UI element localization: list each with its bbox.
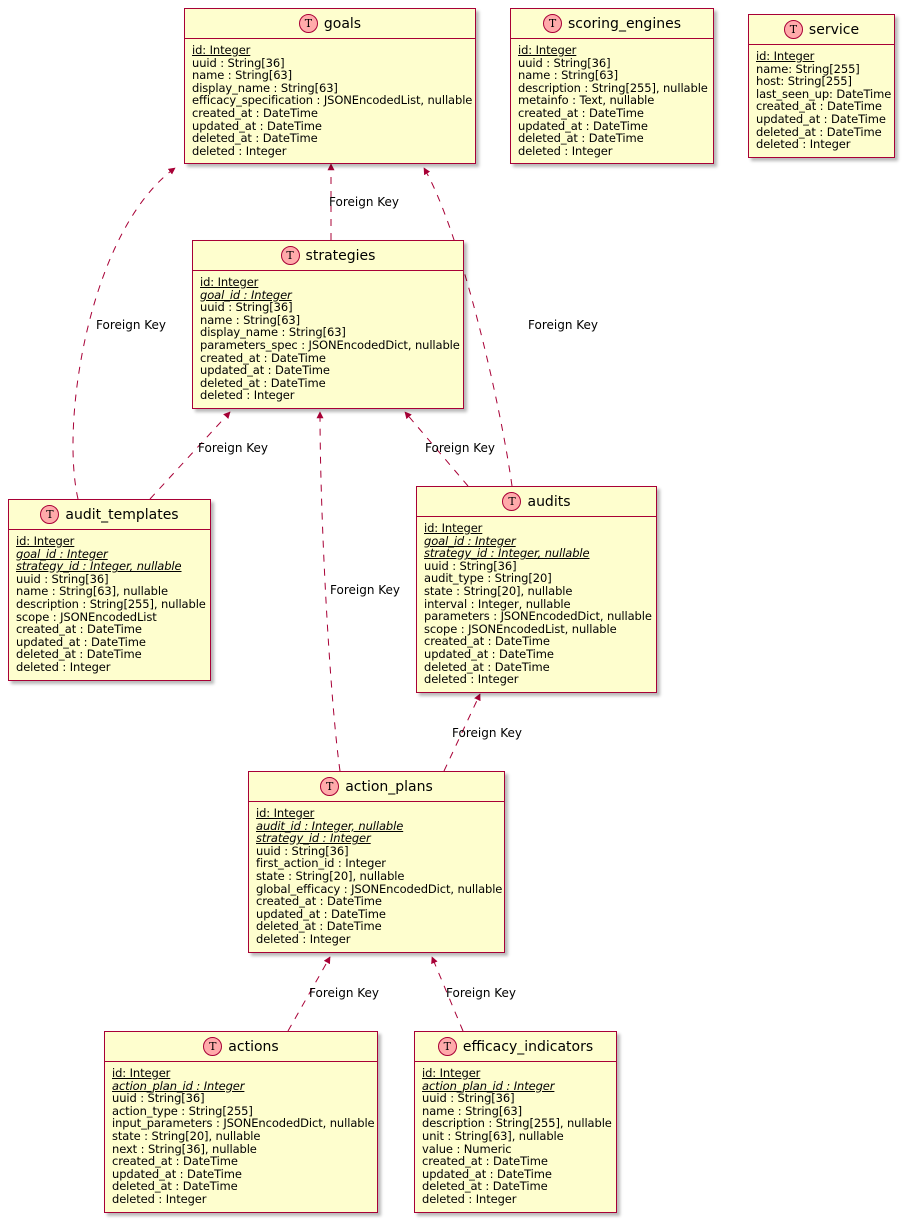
relationship-label: Foreign Key xyxy=(528,318,598,332)
entity-header xyxy=(193,241,463,271)
entity-title: action_plans xyxy=(345,778,433,795)
entity-audit_templates[interactable] xyxy=(8,499,211,681)
entity-field: name : String[63] xyxy=(518,68,619,83)
entity-field: deleted_at : DateTime xyxy=(756,124,882,139)
table-icon: T xyxy=(543,14,562,33)
entity-title: goals xyxy=(323,15,362,32)
entity-field: scope : JSONEncodedList, nullable xyxy=(424,621,617,636)
entity-field: state : String[20], nullable xyxy=(424,583,573,598)
entity-field: action_plan_id : Integer xyxy=(112,1078,245,1093)
entity-field: deleted : Integer xyxy=(200,388,295,403)
entity-field: strategy_id : Integer xyxy=(256,831,371,846)
entity-field: state : String[20], nullable xyxy=(256,868,405,883)
table-icon: T xyxy=(299,14,318,33)
entity-field: value : Numeric xyxy=(422,1141,512,1156)
entity-field: created_at : DateTime xyxy=(422,1154,548,1169)
entity-field: strategy_id : Integer, nullable xyxy=(16,559,182,574)
entity-field: parameters_spec : JSONEncodedDict, nullable xyxy=(200,337,460,352)
relationship-label: Foreign Key xyxy=(446,986,516,1000)
entity-field: updated_at : DateTime xyxy=(422,1166,552,1181)
entity-title: audits xyxy=(527,493,571,510)
table-icon: T xyxy=(203,1037,222,1056)
entity-field: input_parameters : JSONEncodedDict, nullable xyxy=(112,1116,375,1131)
table-icon: T xyxy=(320,777,339,796)
entity-field: updated_at : DateTime xyxy=(424,646,554,661)
entity-field: host: String[255] xyxy=(756,74,852,89)
entity-field: deleted_at : DateTime xyxy=(256,919,382,934)
entity-actions[interactable] xyxy=(104,1031,378,1213)
entity-header xyxy=(511,9,713,39)
entity-scoring_engines[interactable] xyxy=(510,8,714,164)
entity-title: service xyxy=(808,21,860,38)
relationship-label: Foreign Key xyxy=(309,986,379,1000)
relationship-label: Foreign Key xyxy=(425,441,495,455)
entity-field: name: String[255] xyxy=(756,61,860,76)
entity-title: strategies xyxy=(305,247,376,264)
entity-field: updated_at : DateTime xyxy=(112,1166,242,1181)
table-icon: T xyxy=(438,1037,457,1056)
entity-field: uuid : String[36] xyxy=(424,558,517,573)
entity-field: last_seen_up: DateTime xyxy=(756,86,892,101)
entity-field: updated_at : DateTime xyxy=(200,363,330,378)
entity-title: scoring_engines xyxy=(567,15,681,32)
entity-field: deleted : Integer xyxy=(518,143,613,158)
entity-field: deleted : Integer xyxy=(756,137,851,152)
entity-field: deleted_at : DateTime xyxy=(16,647,142,662)
entity-service[interactable] xyxy=(748,14,895,158)
entity-field: display_name : String[63] xyxy=(200,325,346,340)
entity-field: uuid : String[36] xyxy=(200,300,293,315)
relationship-label: Foreign Key xyxy=(198,441,268,455)
entity-field: name : String[63] xyxy=(200,312,301,327)
entity-strategies[interactable] xyxy=(192,240,464,409)
entity-fields xyxy=(749,45,894,157)
entity-field: scope : JSONEncodedList xyxy=(16,609,157,624)
entity-field: updated_at : DateTime xyxy=(518,118,648,133)
entity-field: id: Integer xyxy=(518,43,577,57)
entity-fields xyxy=(417,517,656,692)
entity-field: created_at : DateTime xyxy=(200,350,326,365)
entity-field: deleted : Integer xyxy=(16,659,111,674)
entity-field: created_at : DateTime xyxy=(192,105,318,120)
entity-field: deleted_at : DateTime xyxy=(192,131,318,146)
entity-header xyxy=(9,500,210,530)
entity-header xyxy=(185,9,475,39)
entity-header xyxy=(249,772,504,802)
relationship-label: Foreign Key xyxy=(329,195,399,209)
entity-field: description : String[255], nullable xyxy=(422,1116,612,1131)
entity-field: first_action_id : Integer xyxy=(256,856,386,871)
relationship-audit_templates-to-strategies xyxy=(150,412,230,499)
entity-field: parameters : JSONEncodedDict, nullable xyxy=(424,609,652,624)
entity-title: audit_templates xyxy=(65,506,179,523)
entity-field: name : String[63] xyxy=(422,1103,523,1118)
entity-field: deleted_at : DateTime xyxy=(518,131,644,146)
entity-field: id: Integer xyxy=(16,534,75,548)
entity-field: next : String[36], nullable xyxy=(112,1141,257,1156)
table-icon: T xyxy=(502,492,521,511)
entity-field: id: Integer xyxy=(256,806,315,820)
entity-field: updated_at : DateTime xyxy=(16,634,146,649)
entity-field: deleted : Integer xyxy=(112,1191,207,1206)
entity-field: description : String[255], nullable xyxy=(518,80,708,95)
entity-field: goal_id : Integer xyxy=(424,533,516,548)
relationship-label: Foreign Key xyxy=(96,318,166,332)
entity-field: created_at : DateTime xyxy=(756,99,882,114)
entity-field: name : String[63], nullable xyxy=(16,584,168,599)
entity-goals[interactable] xyxy=(184,8,476,164)
entity-field: deleted : Integer xyxy=(422,1191,517,1206)
entity-field: action_plan_id : Integer xyxy=(422,1078,555,1093)
entity-field: created_at : DateTime xyxy=(424,634,550,649)
entity-header xyxy=(749,15,894,45)
entity-fields xyxy=(9,530,210,680)
entity-field: id: Integer xyxy=(200,275,259,289)
entity-field: id: Integer xyxy=(192,43,251,57)
entity-field: name : String[63] xyxy=(192,68,293,83)
entity-field: uuid : String[36] xyxy=(192,55,285,70)
entity-fields xyxy=(415,1062,616,1212)
entity-title: efficacy_indicators xyxy=(462,1038,594,1055)
entity-field: interval : Integer, nullable xyxy=(424,596,571,611)
table-icon: T xyxy=(784,20,803,39)
entity-header xyxy=(417,487,656,517)
entity-field: deleted : Integer xyxy=(192,143,287,158)
entity-field: description : String[255], nullable xyxy=(16,596,206,611)
entity-field: goal_id : Integer xyxy=(200,287,292,302)
entity-field: audit_type : String[20] xyxy=(424,571,552,586)
entity-field: deleted_at : DateTime xyxy=(200,375,326,390)
entity-field: unit : String[63], nullable xyxy=(422,1128,564,1143)
entity-field: deleted : Integer xyxy=(424,672,519,687)
entity-field: display_name : String[63] xyxy=(192,80,338,95)
entity-field: global_efficacy : JSONEncodedDict, nullable xyxy=(256,881,503,896)
entity-field: metainfo : Text, nullable xyxy=(518,93,655,108)
entity-field: id: Integer xyxy=(424,521,483,535)
entity-fields xyxy=(249,802,504,952)
entity-fields xyxy=(511,39,713,163)
entity-fields xyxy=(193,271,463,408)
entity-field: deleted_at : DateTime xyxy=(422,1179,548,1194)
entity-field: deleted : Integer xyxy=(256,931,351,946)
entity-field: action_type : String[255] xyxy=(112,1103,253,1118)
entity-field: id: Integer xyxy=(422,1066,481,1080)
relationship-audit_templates-to-goals xyxy=(73,168,175,499)
entity-header xyxy=(415,1032,616,1062)
entity-field: deleted_at : DateTime xyxy=(424,659,550,674)
entity-header xyxy=(105,1032,377,1062)
entity-action_plans[interactable] xyxy=(248,771,505,953)
entity-field: updated_at : DateTime xyxy=(192,118,322,133)
relationship-label: Foreign Key xyxy=(330,583,400,597)
entity-field: state : String[20], nullable xyxy=(112,1128,261,1143)
entity-field: created_at : DateTime xyxy=(112,1154,238,1169)
table-icon: T xyxy=(281,246,300,265)
relationship-label: Foreign Key xyxy=(452,726,522,740)
table-icon: T xyxy=(40,505,59,524)
entity-field: uuid : String[36] xyxy=(518,55,611,70)
entity-field: created_at : DateTime xyxy=(256,894,382,909)
entity-field: uuid : String[36] xyxy=(422,1091,515,1106)
entity-field: uuid : String[36] xyxy=(16,571,109,586)
entity-field: updated_at : DateTime xyxy=(756,111,886,126)
entity-title: actions xyxy=(228,1038,279,1055)
entity-field: updated_at : DateTime xyxy=(256,906,386,921)
entity-field: efficacy_specification : JSONEncodedList, nullable xyxy=(192,93,473,108)
entity-field: uuid : String[36] xyxy=(256,843,349,858)
entity-field: created_at : DateTime xyxy=(16,622,142,637)
entity-field: goal_id : Integer xyxy=(16,546,108,561)
entity-field: created_at : DateTime xyxy=(518,105,644,120)
entity-field: uuid : String[36] xyxy=(112,1091,205,1106)
entity-field: id: Integer xyxy=(756,49,815,63)
entity-fields xyxy=(185,39,475,163)
entity-efficacy_indicators[interactable] xyxy=(414,1031,617,1213)
entity-audits[interactable] xyxy=(416,486,657,693)
entity-field: deleted_at : DateTime xyxy=(112,1179,238,1194)
entity-fields xyxy=(105,1062,377,1212)
entity-field: id: Integer xyxy=(112,1066,171,1080)
entity-field: audit_id : Integer, nullable xyxy=(256,818,404,833)
entity-field: strategy_id : Integer, nullable xyxy=(424,546,590,561)
